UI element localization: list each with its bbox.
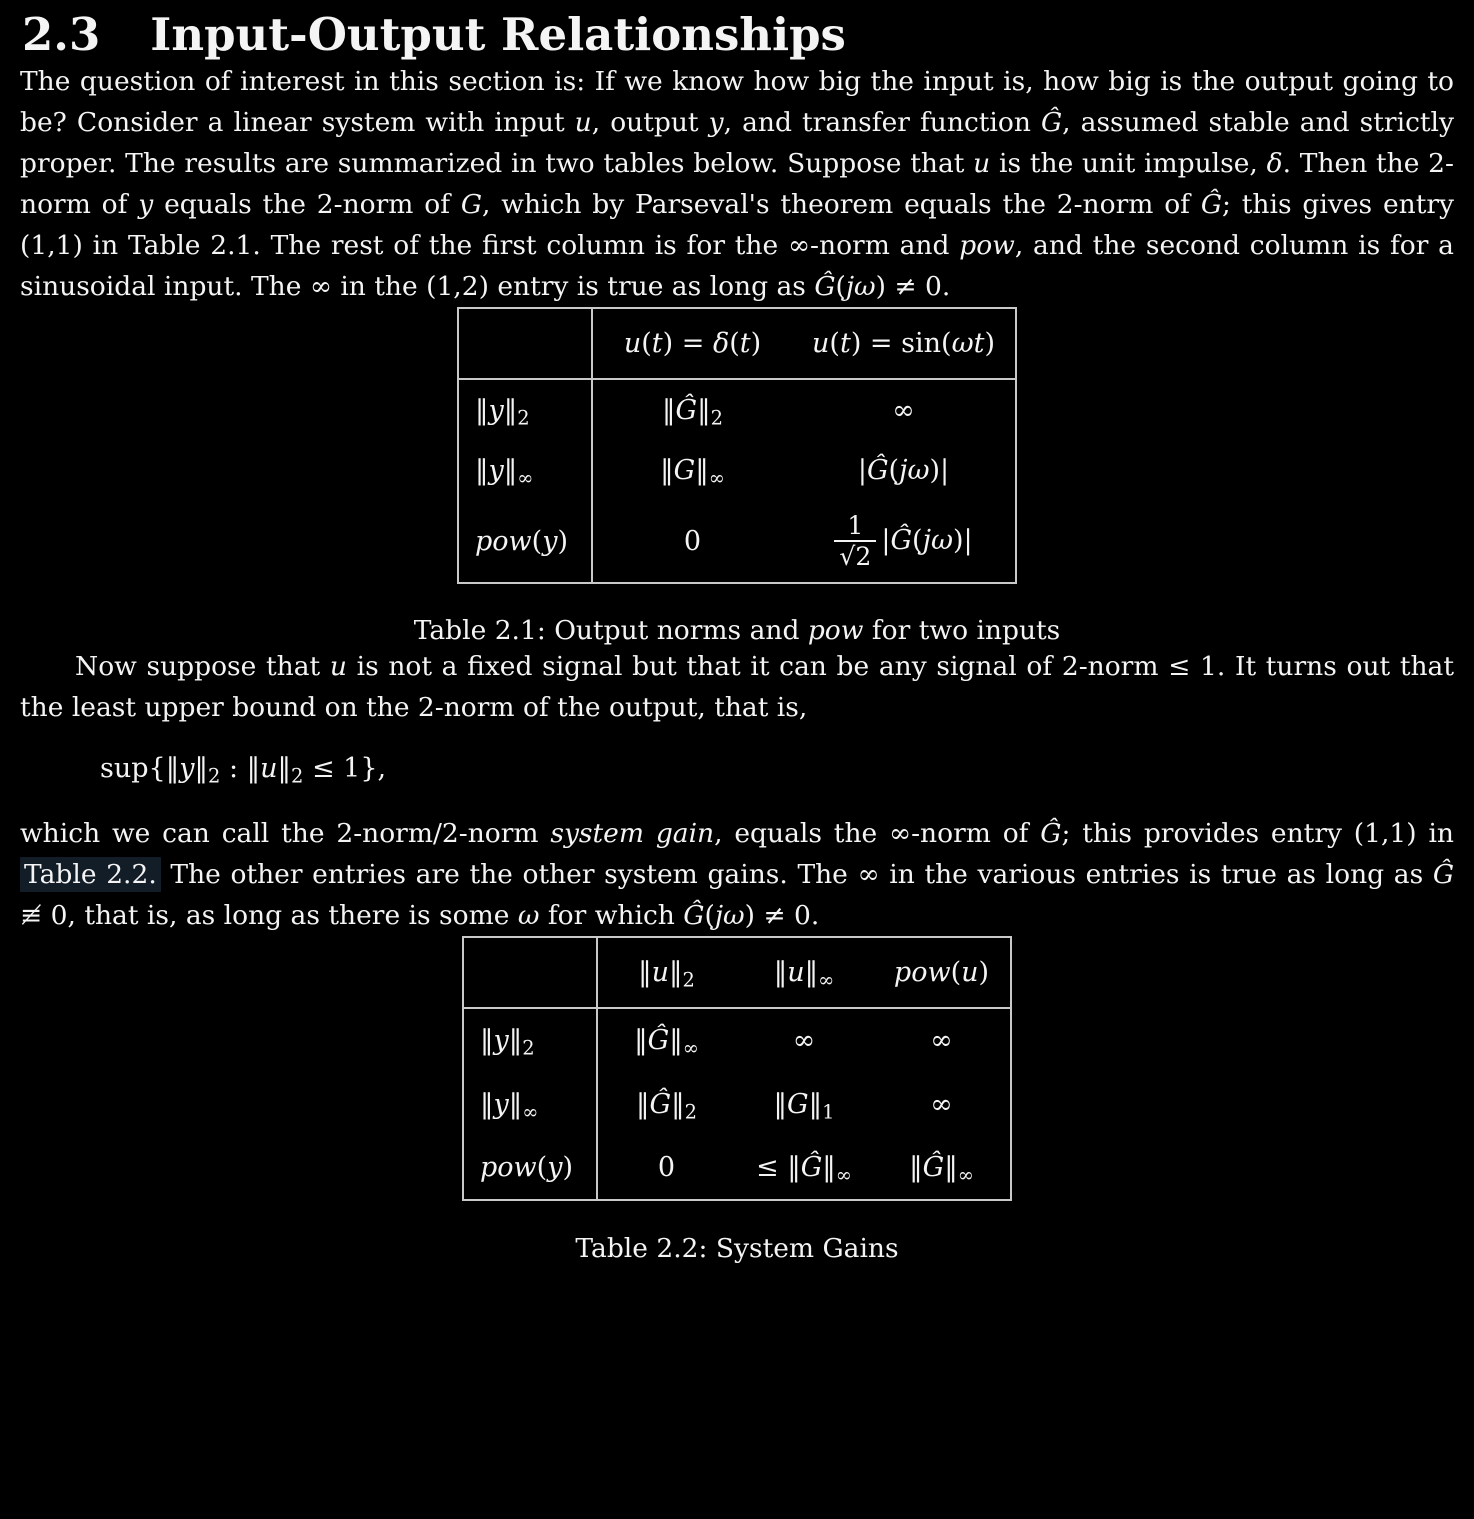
table-2-1-caption: Table 2.1: Output norms and pow for two inputs: [413, 615, 1061, 646]
table-2-1-corner-cell: [458, 308, 592, 379]
table-2-1-row-pow: [458, 501, 1016, 583]
section-heading: [22, 8, 1454, 61]
paragraph-system-gain: which we can call the 2-norm/2-norm system gain, equals the ∞-norm of Ĝ; this provides entry (1,1) in Table 2.2. The other entries are the other system gains. The ∞ in the various entries is true as long as Ĝ ≢ 0, that is, as long as there is some ω for which Ĝ(jω) ≠ 0.: [20, 818, 1455, 931]
table-2-1-header-impulse: u(t) = δ(t): [592, 308, 792, 379]
row-label-pow-y: pow(y): [458, 501, 592, 583]
row-label-y-infnorm: $‖y‖_\infty$: [463, 1072, 597, 1136]
cell-pow-impulse: 0: [683, 526, 702, 557]
table-2-2-header-u2: $‖u‖_2$: [597, 937, 735, 1008]
section-title: Input-Output Relationships: [150, 8, 846, 61]
table-2-2-row-y-2norm: [463, 1008, 1011, 1072]
cell-y2-u2: $‖Ĝ‖_\infty$: [634, 1025, 699, 1060]
table-2-2-crossref-link[interactable]: Table 2.2.: [20, 857, 161, 892]
table-2-1-row-y-infnorm: [458, 440, 1016, 501]
paragraph-sup-intro: Now suppose that u is not a fixed signal but that it can be any signal of 2-norm ≤ 1. It turns out that the least upper bound on the 2-norm of the output, that is,: [20, 651, 1454, 723]
table-2-2-header-powu: pow(u): [873, 937, 1011, 1008]
row-label-y-2norm: $‖y‖_2$: [458, 379, 592, 440]
table-2-1-header-row: [458, 308, 1016, 379]
cell-y2-sine: ∞: [892, 394, 915, 426]
cell-y2-powu: ∞: [930, 1025, 953, 1056]
one-over-sqrt2-fraction: $\frac{1}{√2}$: [834, 512, 876, 571]
cell-y2-impulse: $‖Ĝ‖_2$: [662, 394, 723, 429]
table-2-2-caption: Table 2.2: System Gains: [575, 1233, 899, 1264]
cell-powy-powu: $‖Ĝ‖_\infty$: [909, 1152, 974, 1187]
sup-norm-equation: $sup\{‖y‖_2$ : $‖u‖_2 \le 1$},: [100, 753, 387, 788]
cell-yinf-powu: ∞: [930, 1088, 953, 1120]
table-2-2-header-uinf: $‖u‖_\infty$: [735, 937, 873, 1008]
cell-y2-uinf: ∞: [792, 1025, 816, 1056]
cell-powy-u2: 0: [657, 1152, 676, 1183]
table-2-2-corner-cell: [463, 937, 597, 1008]
table-2-2-header-row: [463, 937, 1011, 1008]
cell-yinf-impulse: $‖G‖_\infty$: [660, 455, 725, 490]
cell-pow-sine: $\frac{1}{√2}$ |Ĝ(jω)|: [792, 501, 1016, 583]
paragraph-intro: The question of interest in this section is: If we know how big the input is, how big is the output going to be? Consider a linear system with input u, output y, and transfer function Ĝ, assumed stable and strictly proper. The results are summarized in two tables below. Suppose that u is the unit impulse, δ. Then the 2-norm of y equals the 2-norm of G, which by Parseval's theorem equals the 2-norm of Ĝ; this gives entry (1,1) in Table 2.1. The rest of the first column is for the ∞-norm and pow, and the second column is for a sinusoidal input. The ∞ in the (1,2) entry is true as long as Ĝ(jω) ≠ 0.: [20, 66, 1455, 302]
cell-yinf-sine: |Ĝ(jω)|: [857, 455, 950, 486]
cell-yinf-u2: $‖Ĝ‖_2$: [636, 1088, 697, 1123]
table-2-2-row-y-infnorm: [463, 1072, 1011, 1136]
row-label-y-infnorm: $‖y‖_\infty$: [458, 440, 592, 501]
cell-powy-uinf: ≤ $‖Ĝ‖_\infty$: [756, 1152, 852, 1187]
table-2-2: [462, 936, 1012, 1201]
row-label-pow-y: pow(y): [463, 1136, 597, 1200]
row-label-y-2norm: $‖y‖_2$: [463, 1008, 597, 1072]
table-2-1-row-y-2norm: [458, 379, 1016, 440]
cell-yinf-uinf: $‖G‖_1$: [773, 1088, 835, 1123]
table-2-1: [457, 307, 1017, 584]
section-number: 2.3: [22, 8, 101, 61]
table-2-1-header-sine: u(t) = sin(ωt): [792, 308, 1016, 379]
table-2-2-row-pow: [463, 1136, 1011, 1200]
